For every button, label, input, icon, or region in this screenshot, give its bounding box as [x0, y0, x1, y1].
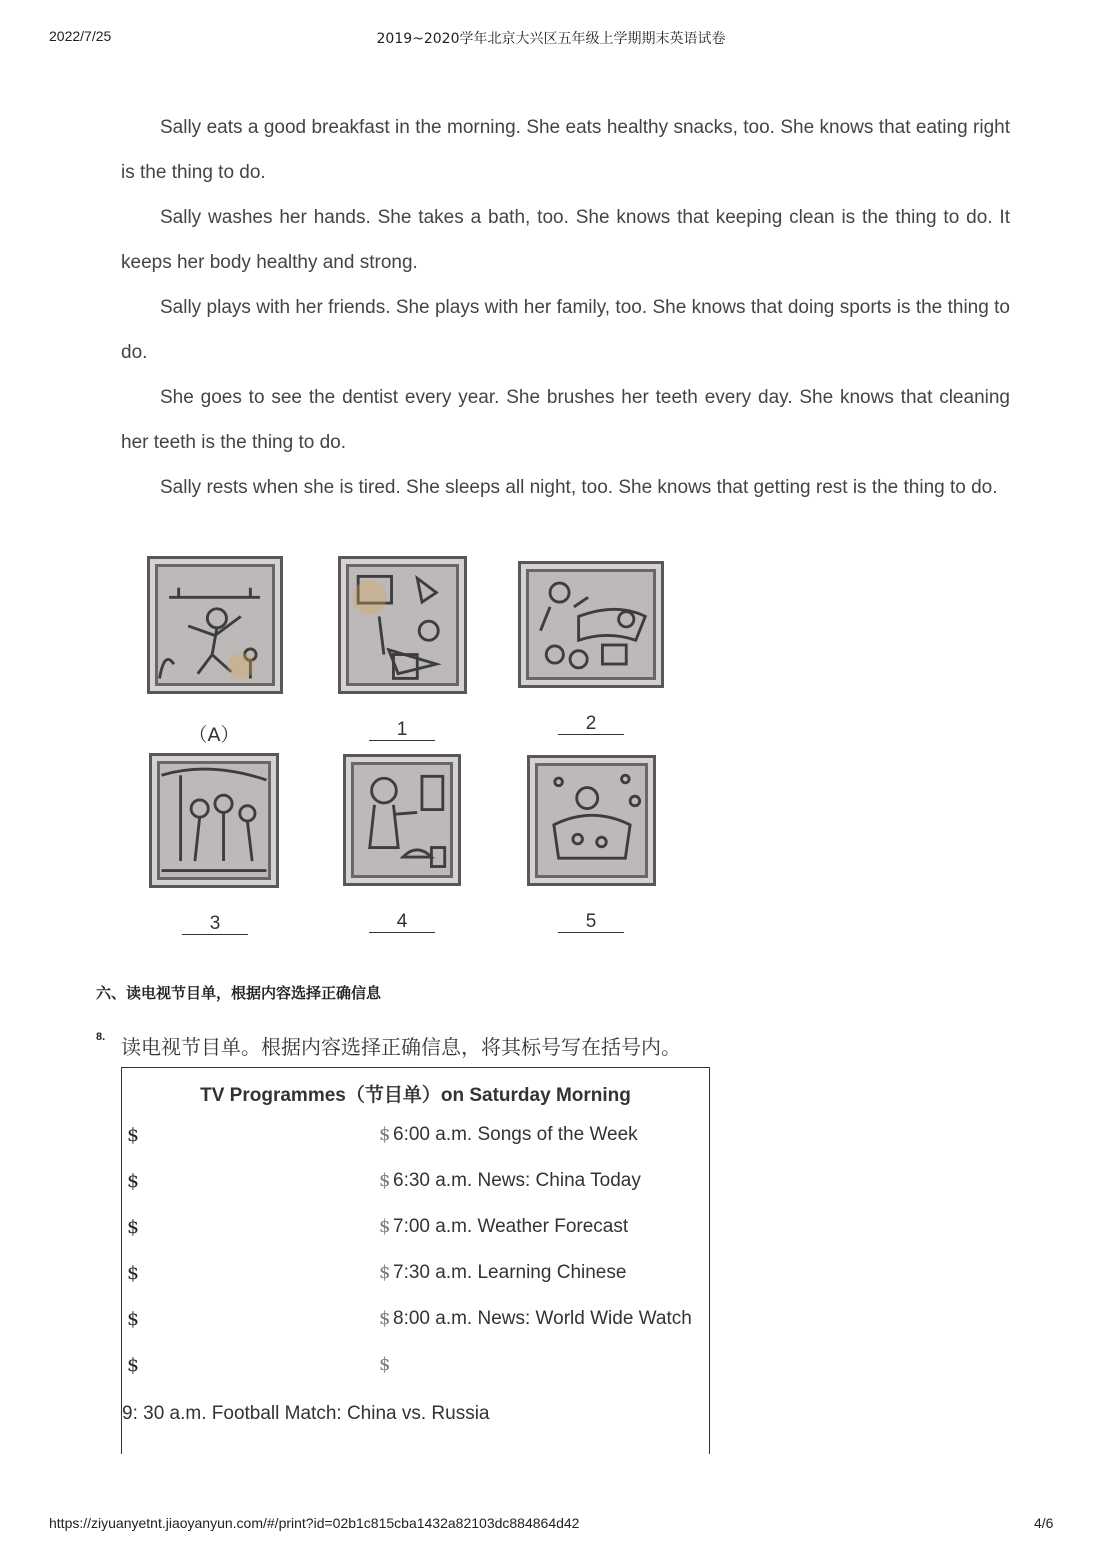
section-heading: 六、读电视节目单，根据内容选择正确信息: [96, 984, 382, 1002]
row-marker: $: [127, 1124, 140, 1146]
programme-row: [122, 1124, 709, 1152]
document-title: 2019~2020学年北京大兴区五年级上学期期末英语试卷: [376, 31, 726, 47]
programme-last-line: 9: 30 a.m. Football Match: China vs. Russia: [122, 1403, 490, 1424]
programme-row: [122, 1216, 709, 1244]
row-marker: $: [379, 1354, 391, 1375]
programme-row: [122, 1170, 709, 1198]
print-url-link[interactable]: https://ziyuanyetnt.jiaoyanyun.com/#/print?id=02b1c815cba1432a82103dc884864d42: [49, 1515, 580, 1531]
table-title-en-1: TV Programmes: [200, 1085, 346, 1106]
print-date: 2022/7/25: [49, 28, 112, 44]
passage-paragraph: Sally plays with her friends. She plays with her family, too. She knows that doing sports is the thing to do.: [121, 297, 1010, 363]
row-marker: $: [127, 1308, 140, 1330]
programme-row: [122, 1354, 709, 1382]
programme-row: [122, 1262, 709, 1290]
picture-caption: 5: [558, 912, 624, 933]
question-text: 读电视节目单。根据内容选择正确信息，将其标号写在括号内。: [121, 1035, 681, 1059]
table-title: [122, 1080, 709, 1107]
programme-row: [122, 1308, 709, 1336]
picture-a: [147, 556, 283, 694]
picture-1: [338, 556, 467, 694]
picture-caption: 4: [369, 912, 435, 933]
tv-programme-table: [121, 1067, 710, 1454]
row-marker: $: [127, 1216, 140, 1238]
passage-paragraph: Sally eats a good breakfast in the morning. She eats healthy snacks, too. She knows that eating right is the thing to do.: [121, 117, 1010, 183]
programme-text: 8:00 a.m. News: World Wide Watch: [393, 1308, 692, 1329]
programme-text: 7:30 a.m. Learning Chinese: [393, 1262, 627, 1283]
picture-2: [518, 561, 664, 688]
table-title-en-2: on Saturday Morning: [440, 1085, 631, 1106]
row-marker: $: [379, 1170, 391, 1191]
picture-caption: 1: [369, 720, 435, 741]
passage-paragraph: She goes to see the dentist every year. She brushes her teeth every day. She knows that cleaning her teeth is the thing to do.: [121, 387, 1010, 453]
picture-caption: 2: [558, 714, 624, 735]
picture-3: [149, 753, 279, 888]
picture-5: [527, 755, 656, 886]
passage-paragraph: Sally washes her hands. She takes a bath, too. She knows that keeping clean is the thing to do. It keeps her body healthy and strong.: [121, 207, 1010, 273]
page-number: 4/6: [1034, 1515, 1054, 1531]
table-title-cn: （节目单）: [345, 1084, 441, 1106]
row-marker: $: [379, 1308, 391, 1329]
row-marker: $: [127, 1354, 140, 1376]
programme-text: 7:00 a.m. Weather Forecast: [393, 1216, 629, 1237]
row-marker: $: [127, 1170, 140, 1192]
picture-caption: （A）: [188, 724, 240, 746]
picture-4: [343, 754, 461, 886]
row-marker: $: [379, 1262, 391, 1283]
programme-text: 6:00 a.m. Songs of the Week: [393, 1124, 638, 1145]
row-marker: $: [127, 1262, 140, 1284]
row-marker: $: [379, 1216, 391, 1237]
question-number: 8.: [96, 1031, 106, 1043]
picture-caption: 3: [182, 914, 248, 935]
row-marker: $: [379, 1124, 391, 1145]
programme-text: 6:30 a.m. News: China Today: [393, 1170, 641, 1191]
passage-paragraph: Sally rests when she is tired. She sleeps all night, too. She knows that getting rest is the thing to do.: [160, 477, 998, 498]
